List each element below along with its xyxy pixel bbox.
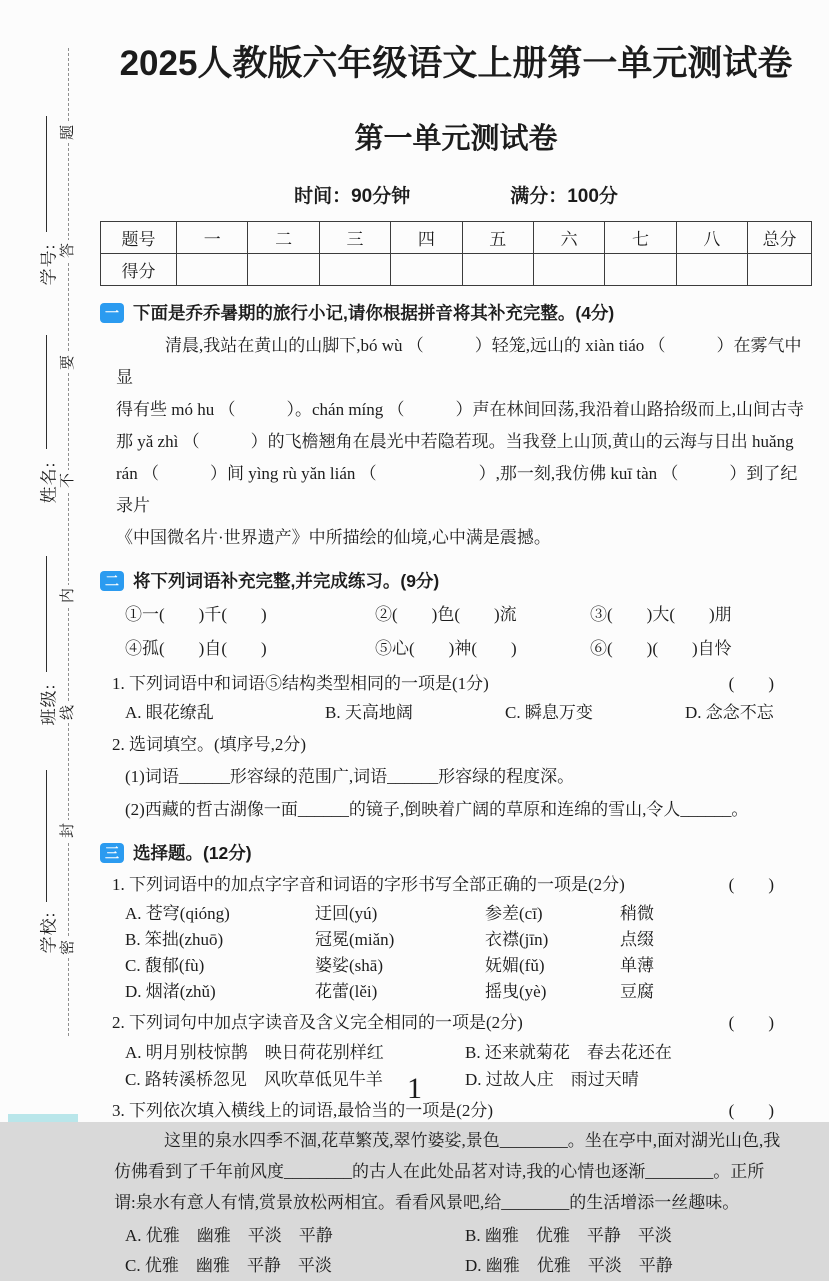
score-table (100, 221, 812, 286)
seal-char: 答 (58, 240, 79, 261)
question-text: 3. 下列依次填入横线上的词语,最恰当的一项是(2分) (112, 1101, 494, 1120)
answer-bracket: ( ) (728, 674, 774, 693)
option-b-word: B. 笨拙(zhuō) (125, 930, 224, 949)
score-table-score-row (101, 254, 812, 286)
question-3-passage (100, 1125, 812, 1218)
option-a-word: 稍微 (620, 904, 654, 923)
passage-line: 这里的泉水四季不涸,花草繁茂,翠竹婆娑,景色________。坐在亭中,面对湖光山色,我 (164, 1131, 781, 1150)
option-d-word: 花蕾(lěi) (315, 982, 378, 1001)
student-id-label: 学号: (39, 243, 59, 286)
seal-char: 密 (58, 937, 79, 958)
seal-char: 不 (58, 470, 79, 491)
section-3-question-1-options (100, 901, 812, 1005)
score-empty-cell (177, 254, 248, 286)
passage-line: 得有些 mó hu （ ）。chán míng （ ）声在林间回荡,我沿着山路拾级而上,山间古寺 (116, 400, 805, 419)
option-a: A. 眼花缭乱 (125, 703, 214, 722)
student-info-writing-line (46, 556, 47, 672)
word-item: ④孤( )自( ) (125, 639, 267, 658)
seal-char: 线 (58, 702, 79, 723)
section-1-header (100, 300, 812, 325)
section-2-title: 将下列词语补充完整,并完成练习。(9分) (133, 571, 440, 591)
document-title: 2025人教版六年级语文上册第一单元测试卷 (119, 44, 793, 83)
school-label: 学校: (39, 911, 59, 954)
score-row-label: 得分 (101, 254, 177, 286)
option-c: C. 优雅 幽雅 平静 平淡 (125, 1256, 332, 1275)
option-a-word: A. 苍穹(qióng) (125, 904, 230, 923)
word-item: ①一( )千( ) (125, 605, 267, 624)
time-limit-label: 时间：90分钟 (294, 186, 411, 207)
score-header-cell: 六 (533, 222, 604, 254)
option-d: D. 过故人庄 雨过天晴 (465, 1070, 639, 1089)
question-text: 1. 下列词语中的加点字字音和词语的字形书写全部正确的一项是(2分) (112, 875, 625, 894)
option-b: B. 天高地阔 (325, 703, 413, 722)
passage-line: rán （ ）间 yìng rù yǎn lián （ ）,那一刻,我仿佛 kuī tàn （ ）到了纪录片 (116, 464, 798, 515)
question-text: 1. 下列词语中和词语⑤结构类型相同的一项是(1分) (112, 674, 489, 693)
score-header-cell: 总分 (748, 222, 812, 254)
score-header-cell: 八 (676, 222, 747, 254)
option-a-word: 参差(cī) (485, 904, 543, 923)
word-item: ②( )色( )流 (375, 605, 517, 624)
option-c: C. 瞬息万变 (505, 703, 593, 722)
answer-bracket: ( ) (728, 1013, 774, 1032)
option-c: C. 路转溪桥忽见 风吹草低见牛羊 (125, 1070, 383, 1089)
seal-char: 封 (58, 820, 79, 841)
option-d-word: 豆腐 (620, 982, 654, 1001)
page-number: 1 (407, 1072, 422, 1105)
option-b-word: 点缀 (620, 930, 654, 949)
seal-char: 题 (58, 122, 79, 143)
word-item: ③( )大( )朋 (590, 605, 732, 624)
full-score-label: 满分：100分 (510, 186, 618, 207)
score-empty-cell (319, 254, 390, 286)
exam-info-row (100, 181, 812, 208)
seal-char: 内 (58, 585, 79, 606)
section-2-number-badge: 二 (100, 571, 124, 591)
section-1-number-badge: 一 (100, 303, 124, 323)
passage-line: 仿佛看到了千年前风度________的古人在此处品茗对诗,我的心情也逐渐________。正所 (114, 1162, 765, 1181)
question-text: 2. 下列词句中加点字读音及含义完全相同的一项是(2分) (112, 1013, 523, 1032)
option-c-word: 婆娑(shā) (315, 956, 383, 975)
section-2-question-1-options (100, 698, 812, 728)
score-header-cell: 七 (605, 222, 676, 254)
option-d-word: D. 烟渚(zhǔ) (125, 982, 216, 1001)
score-table-header-row (101, 222, 812, 254)
seal-dashed-line (68, 48, 69, 1036)
option-c-word: 妩媚(fǔ) (485, 956, 545, 975)
section-3-question-3-options (100, 1221, 812, 1281)
option-b: B. 幽雅 优雅 平静 平淡 (465, 1226, 672, 1245)
passage-line: 那 yǎ zhì （ ）的飞檐翘角在晨光中若隐若现。当我登上山顶,黄山的云海与日出 huǎng (116, 432, 794, 451)
score-header-cell: 四 (391, 222, 462, 254)
answer-bracket: ( ) (728, 1101, 774, 1120)
student-info-writing-line (46, 770, 47, 902)
option-a-word: 迂回(yú) (315, 904, 378, 923)
pinyin-passage (100, 330, 812, 554)
passage-line: 谓:泉水有意人有情,赏景放松两相宜。看看风景吧,给________的生活增添一丝趣味。 (114, 1193, 740, 1212)
paper-title: 第一单元测试卷 (354, 123, 558, 155)
seal-char: 要 (58, 352, 79, 373)
section-2-question-2: 2. 选词填空。(填序号,2分) (112, 735, 307, 754)
score-empty-cell (533, 254, 604, 286)
section-3-title: 选择题。(12分) (133, 843, 252, 863)
word-completion-grid (100, 598, 812, 666)
option-b-word: 冠冕(miǎn) (315, 930, 395, 949)
section-3-header (100, 840, 812, 865)
class-label: 班级: (39, 683, 59, 726)
passage-line: 《中国微名片·世界遗产》中所描绘的仙境,心中满是震撼。 (116, 528, 551, 547)
section-3-question-2 (100, 1008, 812, 1037)
option-a: A. 明月别枝惊鹊 映日荷花别样红 (125, 1043, 384, 1062)
student-name-label: 姓名: (39, 461, 59, 504)
section-2 (100, 568, 812, 826)
word-item: ⑤心( )神( ) (375, 639, 517, 658)
score-empty-cell (748, 254, 812, 286)
option-c-word: C. 馥郁(fù) (125, 956, 205, 975)
score-empty-cell (462, 254, 533, 286)
score-empty-cell (676, 254, 747, 286)
score-empty-cell (605, 254, 676, 286)
answer-bracket: ( ) (728, 875, 774, 894)
score-header-cell: 题号 (101, 222, 177, 254)
option-b-word: 衣襟(jīn) (485, 930, 549, 949)
section-3-number-badge: 三 (100, 843, 124, 863)
student-info-writing-line (46, 335, 47, 449)
word-item: ⑥( )( )自怜 (590, 639, 732, 658)
option-d: D. 幽雅 优雅 平淡 平静 (465, 1256, 673, 1275)
section-1 (100, 300, 812, 554)
fill-blank-item-2: (2)西藏的哲古湖像一面______的镜子,倒映着广阔的草原和连绵的雪山,令人______。 (125, 800, 749, 819)
option-d-word: 摇曳(yè) (485, 982, 547, 1001)
score-header-cell: 三 (319, 222, 390, 254)
score-header-cell: 五 (462, 222, 533, 254)
option-d: D. 念念不忘 (685, 703, 774, 722)
page-corner-mark (8, 1114, 78, 1122)
section-3-question-1 (100, 870, 812, 899)
section-2-header (100, 568, 812, 593)
section-2-question-1 (100, 669, 812, 698)
option-a: A. 优雅 幽雅 平淡 平静 (125, 1226, 333, 1245)
fill-blank-item-1: (1)词语______形容绿的范围广,词语______形容绿的程度深。 (125, 767, 575, 786)
score-header-cell: 二 (248, 222, 319, 254)
score-empty-cell (248, 254, 319, 286)
option-c-word: 单薄 (620, 956, 654, 975)
score-header-cell: 一 (177, 222, 248, 254)
option-b: B. 还来就菊花 春去花还在 (465, 1043, 672, 1062)
score-empty-cell (391, 254, 462, 286)
passage-line: 清晨,我站在黄山的山脚下,bó wù （ ）轻笼,远山的 xiàn tiáo （ ）在雾气中显 (116, 336, 802, 387)
section-3 (100, 840, 812, 1281)
section-1-title: 下面是乔乔暑期的旅行小记,请你根据拼音将其补充完整。(4分) (133, 303, 615, 323)
student-info-writing-line (46, 116, 47, 232)
